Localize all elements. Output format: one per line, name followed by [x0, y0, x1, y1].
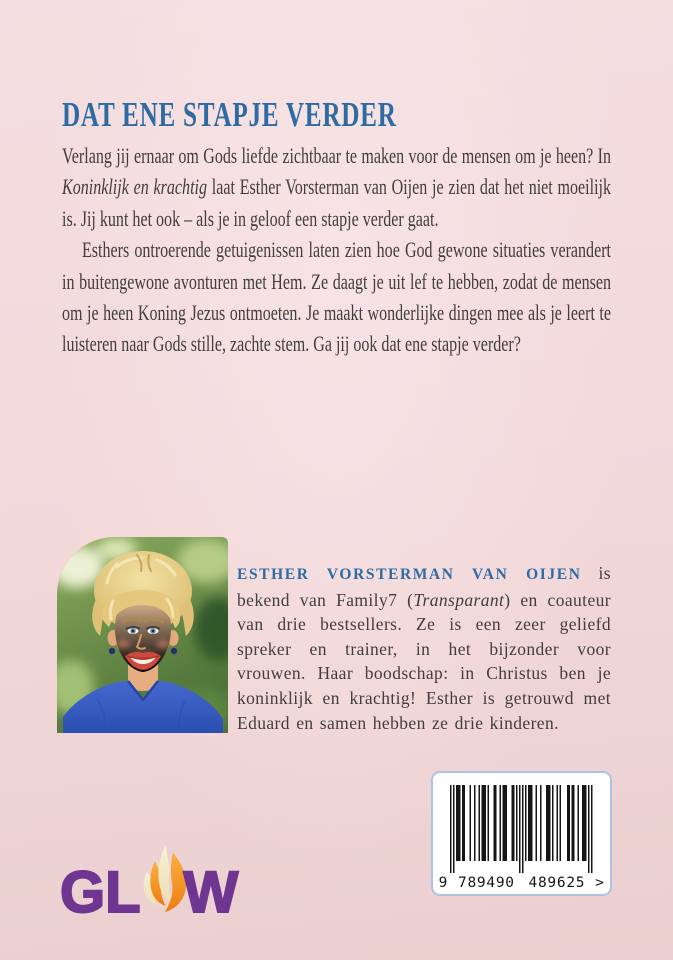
- svg-text:789490: 789490: [458, 875, 514, 890]
- synopsis-paragraph-1: [62, 140, 611, 234]
- glow-wordmark-right: W: [183, 860, 239, 925]
- author-portrait-illustration: [57, 537, 228, 733]
- author-photo: [57, 537, 228, 733]
- earring-left: [109, 648, 115, 654]
- synopsis-paragraph-2: Esthers ontroerende getuigenissen laten zien hoe God gewone situaties verandert in buitengewone avonturen met Hem. Ze daagt je uit lef te hebben, zodat de mensen om je heen Koning Jezus ontmoeten. Je maakt wonderlijke dingen mee als je leert te luisteren naar Gods stille, zachte stem. Ga jij ook dat ene stapje verder?: [62, 237, 612, 357]
- svg-text:489625: 489625: [528, 875, 585, 890]
- author-name: ESTHER VORSTERMAN VAN OIJEN: [237, 566, 582, 583]
- synopsis-p1-text-end: laat Esther Vorsterman van Oijen je zien dat het niet moeilijk is. Jij kunt het ook – als je in geloof een stapje verder gaat.: [62, 174, 612, 231]
- earring-right: [171, 648, 177, 654]
- barcode: [431, 771, 612, 896]
- ean13-barcode: [436, 777, 607, 890]
- bio-text-end: ) en coauteur van drie bestsellers. Ze is een zeer geliefd spreker en trainer, in het bijzonder voor vrouwen. Haar boodschap: in Christus ben je koninklijk en krachtig! Esther is getrouwd met Eduard en samen hebben ze drie kinderen.: [237, 589, 611, 733]
- publisher-logo-glow: [60, 845, 239, 925]
- author-bio: [237, 561, 611, 735]
- bio-text: is bekend van Family7 (: [237, 563, 611, 610]
- tv-show-reference: Transparant: [413, 589, 505, 610]
- synopsis-p1-text: Verlang jij ernaar om Gods liefde zichtbaar te maken voor de mensen om je heen? In: [62, 143, 612, 168]
- page-title: DAT ENE STAPJE VERDER: [62, 95, 397, 134]
- svg-text:9: 9: [438, 875, 448, 890]
- svg-text:>: >: [595, 875, 604, 890]
- book-title-reference: Koninklijk en krachtig: [62, 174, 208, 200]
- synopsis-text: [62, 140, 611, 360]
- flame-icon: [138, 845, 188, 913]
- glow-wordmark-left: GL: [60, 860, 141, 925]
